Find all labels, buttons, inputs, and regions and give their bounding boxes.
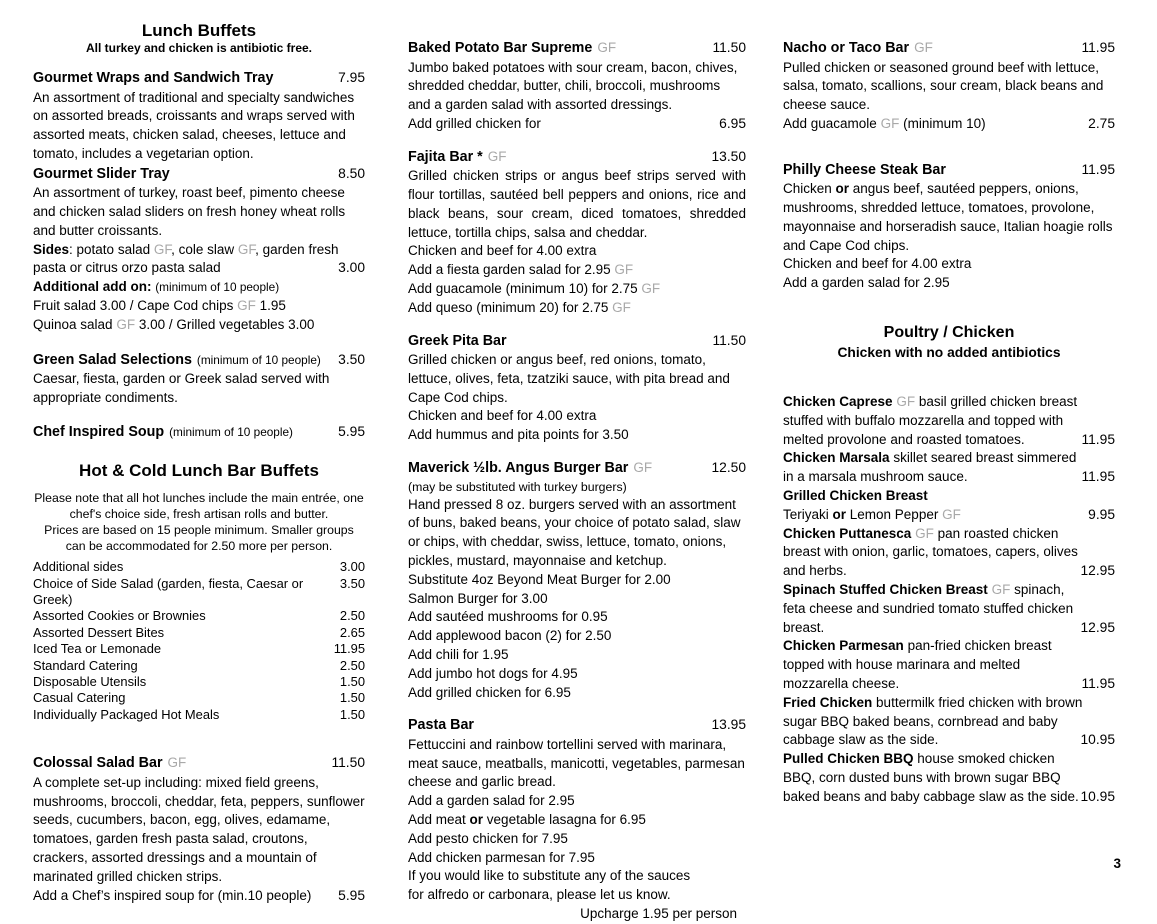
item-price: 5.95	[338, 423, 365, 439]
page-number: 3	[1113, 856, 1121, 871]
upcharge-note: Upcharge 1.95 per person	[580, 905, 737, 921]
addon-line: Add chili for 1.95	[408, 646, 509, 662]
addon-line: Add jumbo hot dogs for 4.95	[408, 665, 578, 681]
addon-text: Add meat	[408, 812, 470, 827]
item-name: Chef Inspired Soup	[33, 423, 165, 440]
item-header	[33, 350, 365, 371]
item-header	[408, 147, 746, 168]
section-hot-cold-buffets	[33, 460, 365, 723]
gf-tag: GF	[167, 755, 187, 771]
item-name: Pasta Bar	[408, 717, 474, 734]
addon-line: If you would like to substitute any of the sauces	[408, 868, 691, 884]
or-word: or	[835, 181, 850, 197]
sides-text: , cole slaw	[171, 241, 238, 257]
item-chicken-puttanesca	[783, 525, 1115, 581]
item-price: 9.95	[1088, 506, 1115, 522]
item-philly-cheese-steak-bar	[783, 160, 1115, 293]
item-gourmet-wraps	[33, 68, 365, 164]
price-list-row	[33, 625, 365, 641]
item-desc: A complete set-up including: mixed field greens, mushrooms, broccoli, cheddar, feta, peppers, sunflower seeds, cucumbers, bacon, egg, olives, edamame, tomatoes, garden fresh pasta salad, croutons, crackers, assorted dressings and a mountain of marinated grilled chicken strips.	[33, 774, 365, 884]
price-list-row	[33, 707, 365, 723]
row-price: 2.50	[339, 608, 365, 624]
addon-text: Quinoa salad	[33, 316, 117, 332]
addon-label: Add grilled chicken for	[408, 115, 541, 131]
item-grilled-chicken-breast	[783, 487, 1115, 525]
item-header	[783, 160, 1115, 181]
addon-line-quinoa	[33, 316, 365, 335]
gf-tag: GF	[896, 393, 916, 409]
addon-line: Chicken and beef for 4.00 extra	[408, 243, 597, 259]
addon-text: Fruit salad 3.00 / Cape Cod chips	[33, 297, 238, 313]
addon-label	[783, 115, 986, 134]
row-label: Assorted Dessert Bites	[33, 624, 165, 640]
addon-text: vegetable lasagna for 6.95	[483, 812, 646, 827]
desc-text: angus beef, sautéed peppers, onions, mushrooms, shredded lettuce, tomatoes, provolone, mayonnaise and horseradish sauce, Italian hoagie rolls and Cape Cod chips.	[783, 181, 1113, 253]
addon-row	[408, 115, 746, 134]
item-name: Grilled Chicken Breast	[783, 487, 928, 503]
item-desc: Grilled chicken or angus beef, red onions, tomato, lettuce, olives, feta, tzatziki sauce, with pita bread and Cape Cod chips.	[408, 352, 730, 405]
item-price: 11.50	[331, 755, 365, 771]
row-price: 1.50	[339, 674, 365, 689]
gf-tag: GF	[942, 506, 961, 522]
gf-tag: GF	[597, 40, 617, 55]
gf-tag: GF	[116, 316, 136, 332]
price-list-row	[33, 658, 365, 674]
column-hot-bars	[408, 38, 746, 924]
section-notes	[33, 490, 365, 554]
price-list	[33, 559, 365, 723]
addon-line: Add a garden salad for 2.95	[408, 793, 575, 809]
item-desc: An assortment of turkey, roast beef, pimento cheese and chicken salad sliders on fresh honey wheat rolls and butter croissants.	[33, 185, 346, 238]
addon-line: Add a garden salad for 2.95	[783, 275, 950, 291]
item-desc: house smoked chicken BBQ, corn dusted buns with brown sugar BBQ baked beans and baby cabbage slaw as the side.	[783, 751, 1079, 804]
addon-line: for alfredo or carbonara, please let us know.	[408, 887, 671, 903]
poultry-section-header	[783, 322, 1115, 363]
sides-text: , garden fresh pasta or citrus orzo pasta salad	[33, 241, 339, 276]
sides-line	[33, 241, 365, 279]
gf-tag: GF	[614, 262, 634, 278]
gf-tag: GF	[487, 148, 507, 164]
item-desc: Caesar, fiesta, garden or Greek salad served with appropriate condiments.	[33, 371, 330, 405]
item-name: Gourmet Slider Tray	[33, 165, 170, 182]
item-price: 11.95	[1081, 431, 1115, 447]
price-list-row	[33, 641, 365, 657]
item-price: 13.95	[711, 717, 746, 733]
item-price: 12.95	[1080, 619, 1115, 635]
sides-price: 3.00	[338, 260, 365, 276]
item-desc: Lemon Pepper	[846, 506, 943, 522]
item-name: Chicken Marsala	[783, 450, 890, 466]
addon-text: 3.00 / Grilled vegetables 3.00	[135, 316, 315, 332]
gf-tag: GF	[612, 299, 631, 315]
item-colossal-salad-bar	[33, 753, 365, 905]
item-desc: Fettuccini and rainbow tortellini served with marinara, meat sauce, meatballs, manicotti, vegetables, parmesan cheese and garlic bread.	[408, 736, 745, 790]
sides-label: Sides	[33, 241, 70, 257]
item-chicken-caprese	[783, 393, 1115, 449]
addon-line: Add sautéed mushrooms for 0.95	[408, 609, 608, 625]
item-spinach-stuffed-chicken	[783, 581, 1115, 637]
item-header	[33, 753, 365, 774]
addon-price: 5.95	[338, 887, 365, 903]
item-price: 11.95	[1081, 469, 1115, 485]
column-lunch-buffets	[33, 20, 365, 905]
item-price: 11.95	[1081, 161, 1115, 177]
section-title: Lunch Buffets	[141, 21, 257, 40]
gf-tag: GF	[237, 297, 256, 313]
item-price: 8.50	[338, 165, 365, 181]
item-desc: Hand pressed 8 oz. burgers served with an assortment of buns, baked beans, your choice of potato salad, slaw or chips, with cheddar, swiss, lettuce, tomato, onions, pickles, mustard, mayonnaise and ketchup.	[408, 496, 741, 568]
row-price: 2.65	[339, 624, 365, 640]
item-header	[408, 38, 746, 59]
item-note: (minimum of 10 people)	[196, 352, 321, 367]
item-price: 10.95	[1080, 732, 1115, 748]
addon-text: Add queso (minimum 20) for 2.75	[408, 299, 613, 315]
item-name: Nacho or Taco Bar	[783, 40, 910, 56]
price-list-row	[33, 674, 365, 690]
item-desc: pan roasted chicken breast with onion, garlic, tomatoes, capers, olives and herbs.	[783, 525, 1078, 579]
lunch-buffets-header	[33, 20, 365, 56]
section-title: Hot & Cold Lunch Bar Buffets	[79, 461, 319, 481]
addon-line: Chicken and beef for 4.00 extra	[408, 408, 597, 424]
item-desc	[783, 180, 1115, 255]
price-list-row	[33, 608, 365, 624]
item-desc: spinach, feta cheese and sundried tomato stuffed chicken breast.	[783, 581, 1074, 635]
section-subtitle: All turkey and chicken is antibiotic free.	[85, 41, 313, 55]
item-name: Baked Potato Bar Supreme	[408, 40, 593, 56]
item-price: 11.95	[1081, 40, 1115, 55]
row-label: Disposable Utensils	[33, 674, 147, 689]
item-name: Spinach Stuffed Chicken Breast	[783, 581, 988, 597]
gf-tag: GF	[153, 241, 172, 257]
item-desc: skillet seared breast simmered in a marsala mushroom sauce.	[783, 450, 1077, 485]
item-price: 11.50	[712, 332, 746, 348]
gf-tag: GF	[641, 280, 661, 296]
item-price: 10.95	[1080, 788, 1115, 804]
gf-tag: GF	[237, 241, 256, 257]
row-price: 2.50	[339, 657, 365, 673]
item-name: Fajita Bar *	[408, 148, 483, 165]
addon-line: Add hummus and pita points for 3.50	[408, 427, 629, 443]
note-line: Prices are based on 15 people minimum. Smaller groups can be accommodated for 2.50 more per person.	[44, 523, 354, 554]
price-list-row	[33, 690, 365, 706]
item-price: 13.50	[711, 148, 746, 164]
addon-row	[783, 115, 1115, 134]
item-fajita-bar	[408, 147, 746, 318]
addon-text: 1.95	[255, 297, 286, 313]
item-name: Gourmet Wraps and Sandwich Tray	[33, 70, 274, 86]
item-nacho-taco-bar	[783, 38, 1115, 134]
row-price: 1.50	[339, 706, 365, 722]
row-label: Casual Catering	[33, 690, 126, 706]
or-word: or	[832, 506, 847, 522]
gf-tag: GF	[880, 115, 900, 131]
item-price: 12.95	[1080, 563, 1115, 579]
item-name: Chicken Puttanesca	[783, 525, 912, 541]
column-right	[783, 38, 1115, 807]
desc-text: Chicken	[783, 181, 836, 197]
item-desc: basil grilled chicken breast stuffed with buffalo mozzarella and topped with melted provolone and roasted tomatoes.	[783, 393, 1078, 447]
addon-row	[33, 887, 365, 906]
item-price: 12.50	[711, 460, 746, 476]
addon-line: Substitute 4oz Beyond Meat Burger for 2.00	[408, 571, 671, 587]
addon-line	[408, 261, 746, 280]
additional-addon-header	[33, 278, 365, 297]
gf-tag: GF	[991, 581, 1011, 597]
item-greek-pita-bar	[408, 331, 746, 445]
row-price: 11.95	[333, 641, 365, 657]
item-desc: Grilled chicken strips or angus beef strips served with flour tortillas, sautéed bell peppers and onions, rice and black beans, sour cream, diced tomatoes, shredded lettuce, tortilla chips, salsa and cheddar.	[408, 168, 746, 240]
addon-text: Add guacamole (minimum 10) for 2.75	[408, 280, 642, 296]
section-subtitle: Chicken with no added antibiotics	[837, 344, 1061, 360]
row-label: Choice of Side Salad (garden, fiesta, Caesar or Greek)	[33, 575, 304, 607]
row-label: Standard Catering	[33, 657, 138, 673]
addon-text: Add a fiesta garden salad for 2.95	[408, 262, 615, 278]
row-label: Individually Packaged Hot Meals	[33, 706, 220, 722]
addon-line-fruit	[33, 297, 365, 316]
item-header	[33, 164, 365, 185]
addon-line	[408, 299, 746, 318]
item-name: Chicken Parmesan	[783, 638, 904, 654]
row-label: Assorted Cookies or Brownies	[33, 608, 206, 624]
addon-note: (minimum of 10 people)	[155, 280, 280, 295]
addon-label: Add a Chef’s inspired soup for (min.10 people)	[33, 887, 312, 903]
item-name: Green Salad Selections	[33, 351, 192, 368]
item-gourmet-slider	[33, 164, 365, 241]
or-word: or	[469, 812, 484, 827]
item-chef-soup	[33, 422, 365, 443]
addon-line: Add chicken parmesan for 7.95	[408, 849, 595, 865]
section-title: Poultry / Chicken	[883, 323, 1015, 341]
item-chicken-marsala	[783, 449, 1115, 487]
item-desc: Jumbo baked potatoes with sour cream, bacon, chives, shredded cheddar, butter, chili, broccoli, mushrooms and a garden salad with assorted dressings.	[408, 59, 738, 113]
addon-text: (minimum 10)	[899, 115, 986, 131]
row-price: 3.50	[339, 575, 365, 591]
row-label: Additional sides	[33, 559, 124, 575]
item-green-salad	[33, 350, 365, 408]
item-price: 11.50	[712, 40, 746, 55]
addon-price: 2.75	[1088, 115, 1115, 131]
item-name: Greek Pita Bar	[408, 332, 507, 349]
item-header	[783, 38, 1115, 59]
item-note: (minimum of 10 people)	[169, 424, 293, 439]
gf-tag: GF	[915, 525, 934, 541]
item-maverick-burger-bar	[408, 458, 746, 702]
addon-line: Add pesto chicken for 7.95	[408, 830, 568, 846]
note-line: Please note that all hot lunches include the main entrée, one chef's choice side, fresh artisan rolls and butter.	[34, 491, 364, 522]
item-header	[33, 422, 365, 443]
item-header	[33, 68, 365, 89]
sides-text: : potato salad	[69, 241, 154, 257]
item-header	[408, 331, 746, 352]
item-price: 11.95	[1081, 675, 1115, 691]
addon-price: 6.95	[719, 115, 746, 131]
item-price: 3.50	[338, 351, 365, 367]
row-label: Iced Tea or Lemonade	[33, 641, 162, 657]
item-baked-potato-bar	[408, 38, 746, 134]
item-name: Pulled Chicken BBQ	[783, 751, 914, 767]
addon-label: Additional add on:	[33, 279, 152, 295]
addon-line	[408, 811, 746, 830]
item-chicken-parmesan	[783, 637, 1115, 693]
item-name: Philly Cheese Steak Bar	[783, 161, 946, 178]
item-desc: Pulled chicken or seasoned ground beef with lettuce, salsa, tomato, scallions, sour cream, black beans and cheese sauce.	[783, 59, 1104, 113]
item-fried-chicken	[783, 694, 1115, 750]
item-name: Colossal Salad Bar	[33, 755, 163, 772]
item-desc: pan-fried chicken breast topped with house marinara and melted mozzarella cheese.	[783, 638, 1052, 691]
addon-line: Salmon Burger for 3.00	[408, 590, 548, 606]
gf-tag: GF	[914, 40, 933, 55]
item-desc: Teriyaki	[783, 506, 833, 522]
addon-line: Add applewood bacon (2) for 2.50	[408, 628, 612, 644]
addon-line: Add grilled chicken for 6.95	[408, 684, 571, 700]
row-price: 1.50	[339, 690, 365, 706]
item-name: Maverick ½lb. Angus Burger Bar	[408, 460, 629, 477]
addon-line	[408, 280, 746, 299]
item-price: 7.95	[338, 70, 365, 85]
row-price: 3.00	[339, 559, 365, 575]
item-header	[408, 458, 746, 479]
item-subnote: (may be substituted with turkey burgers)	[408, 479, 627, 494]
item-pulled-chicken-bbq	[783, 750, 1115, 806]
item-header	[408, 715, 746, 736]
gf-tag: GF	[633, 460, 653, 476]
price-list-row	[33, 576, 365, 609]
item-name: Chicken Caprese	[783, 393, 893, 409]
addon-text: Add guacamole	[783, 115, 881, 131]
item-name: Fried Chicken	[783, 694, 873, 710]
item-desc: An assortment of traditional and specialty sandwiches on assorted breads, croissants and wraps served with assorted meats, chicken salad, cheeses, lettuce and tomato, includes a vegetarian option.	[33, 89, 355, 161]
item-desc: buttermilk fried chicken with brown sugar BBQ baked beans, cornbread and baby cabbage slaw as the side.	[783, 694, 1083, 748]
price-list-row	[33, 559, 365, 575]
item-pasta-bar	[408, 715, 746, 923]
addon-line: Chicken and beef for 4.00 extra	[783, 256, 972, 272]
